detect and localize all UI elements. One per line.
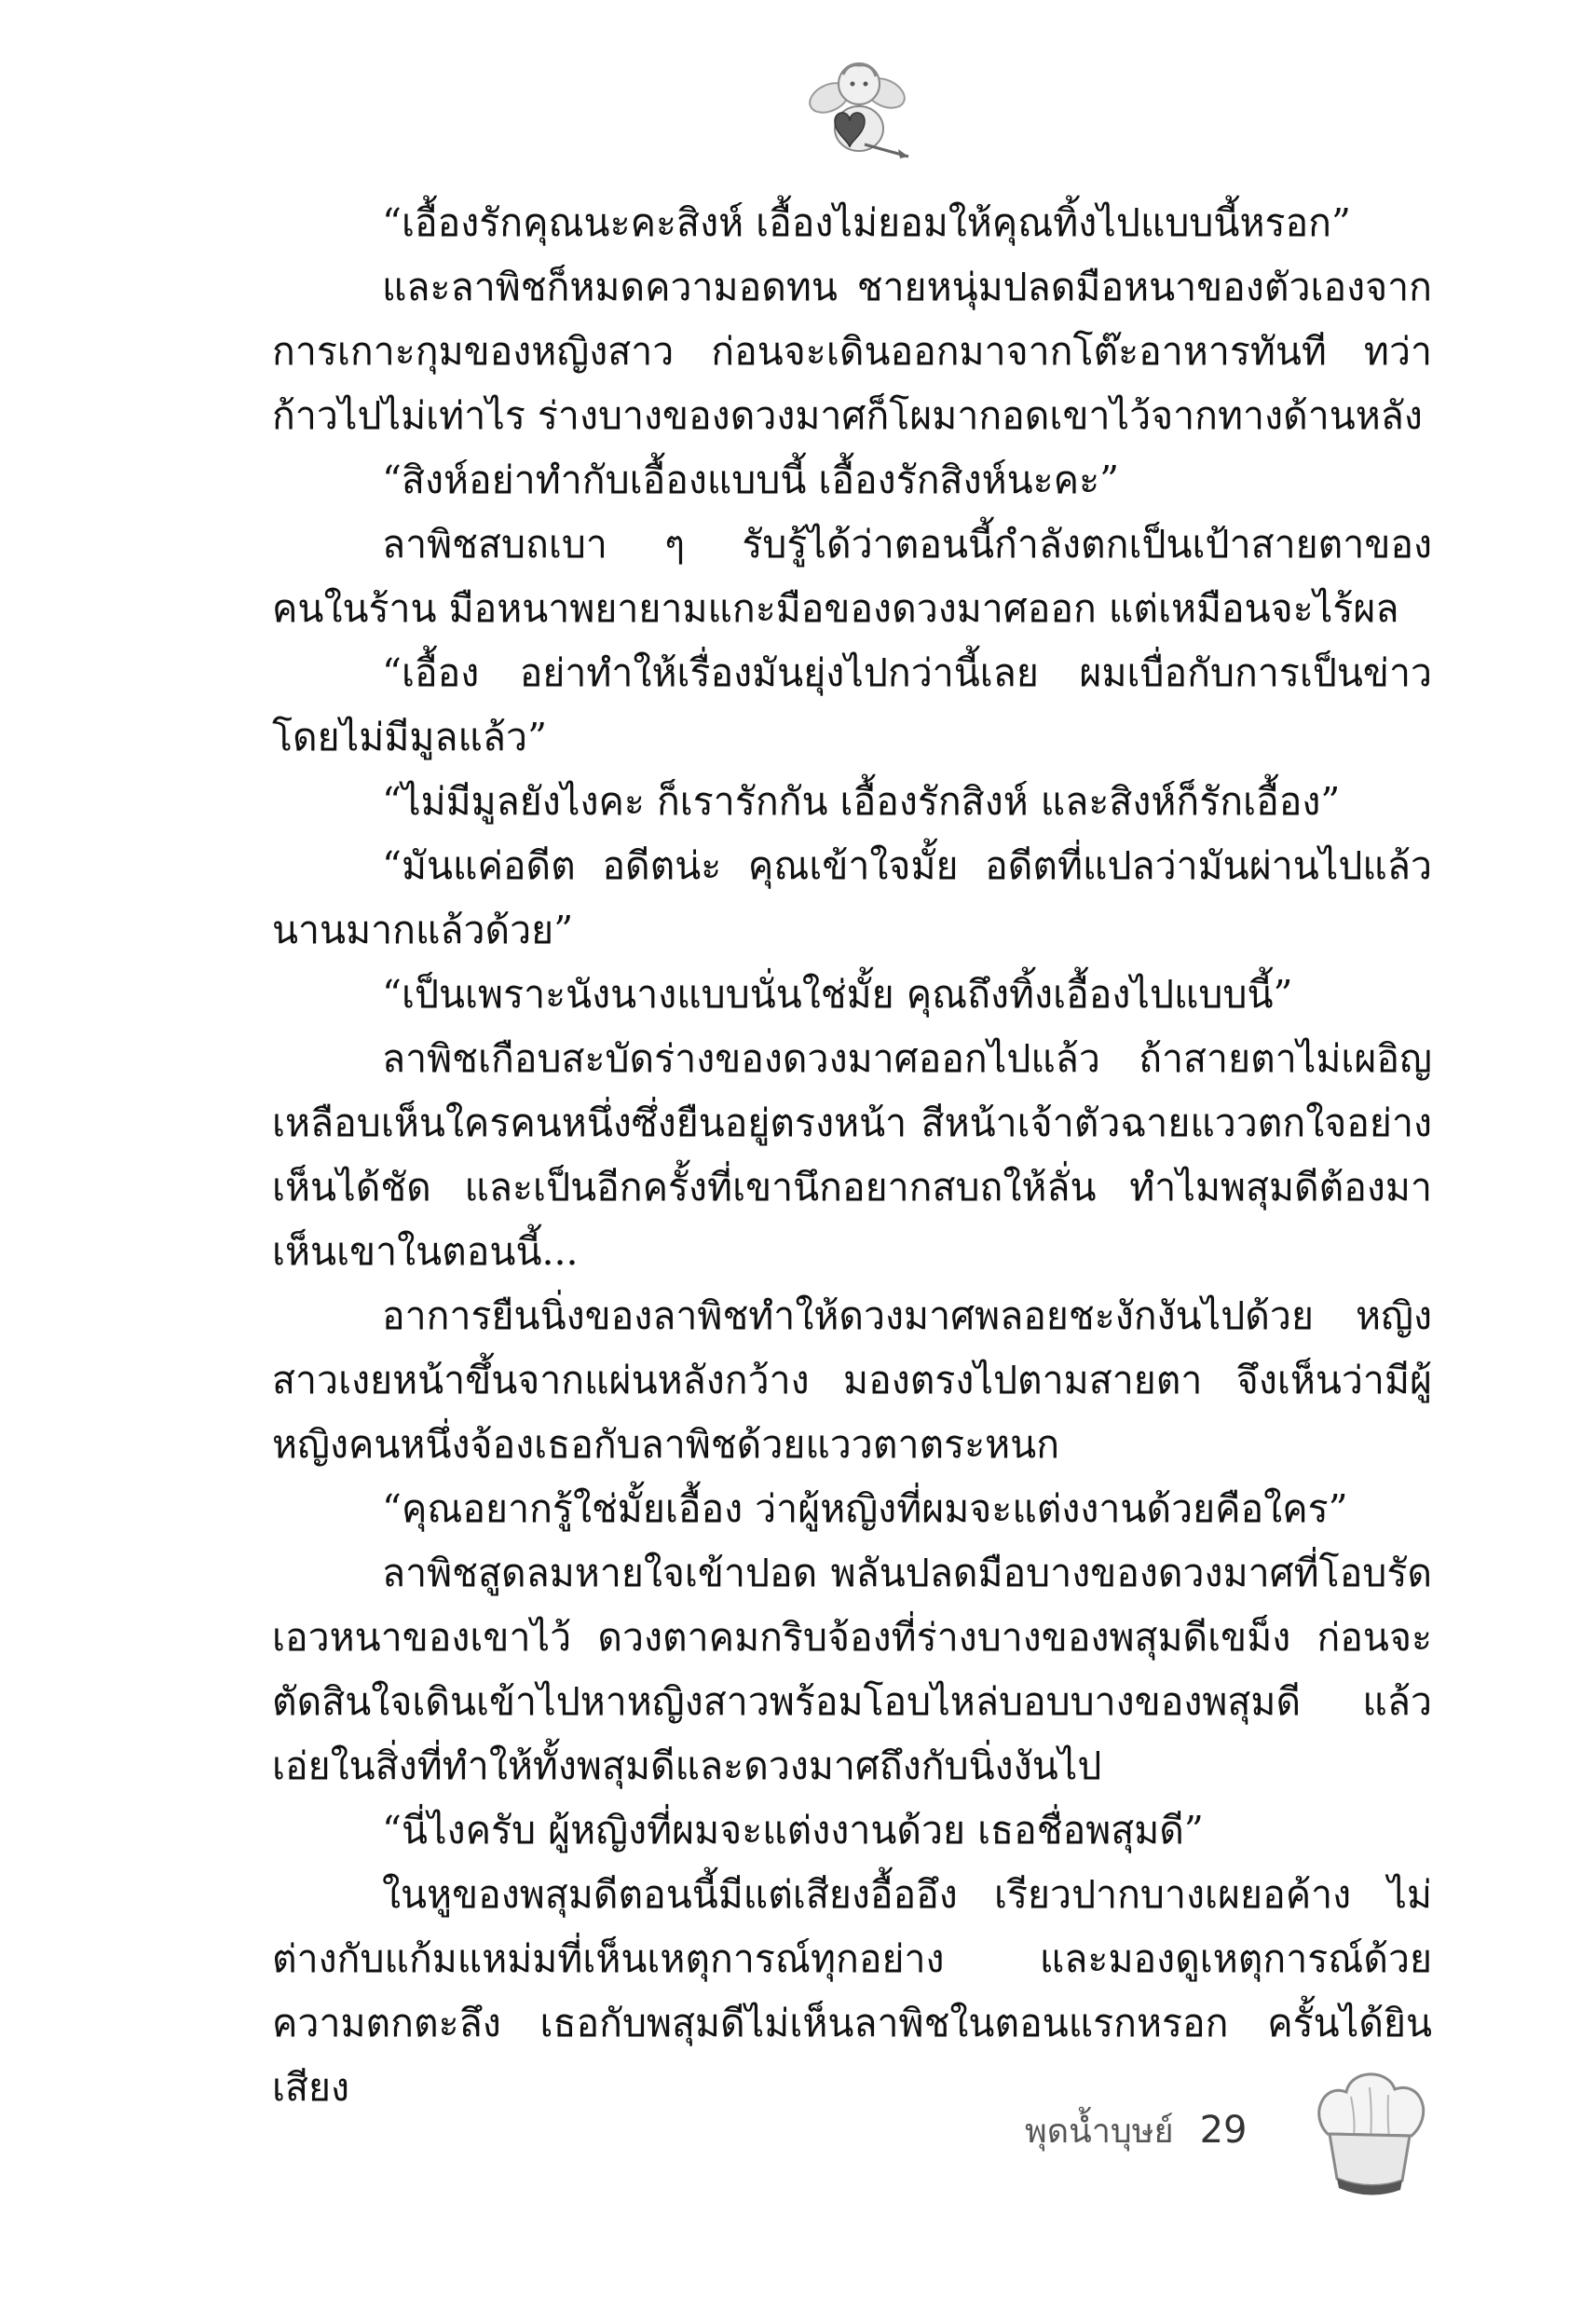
paragraph: “คุณอยากรู้ใช่มั้ยเอื้อง ว่าผู้หญิงที่ผมจะแต่งงานด้วยคือใคร” xyxy=(382,1486,1348,1531)
author-name: พุดน้ำบุษย์ xyxy=(1025,2113,1174,2151)
page-footer xyxy=(1025,2104,1248,2160)
paragraph: “มันแค่อดีต อดีตน่ะ คุณเข้าใจมั้ย อดีตที่แปลว่ามันผ่านไปแล้วนานมากแล้วด้วย” xyxy=(272,843,1432,952)
paragraph: ลาพิชสบถเบา ๆ รับรู้ได้ว่าตอนนี้กำลังตกเป็นเป้าสายตาของคนในร้าน มือหนาพยายามแกะมือของดวงมาศออก แต่เหมือนจะไร้ผล xyxy=(272,522,1432,631)
paragraph: และลาพิชก็หมดความอดทน ชายหนุ่มปลดมือหนาของตัวเองจากการเกาะกุมของหญิงสาว ก่อนจะเดินออกมาจากโต๊ะอาหารทันที ทว่าก้าวไปไม่เท่าไร ร่างบางของดวงมาศก็โผมากอดเขาไว้จากทางด้านหลัง xyxy=(272,265,1432,438)
page-number: 29 xyxy=(1199,2109,1248,2152)
chef-hat-icon xyxy=(1309,2069,1430,2199)
paragraph: “สิงห์อย่าทำกับเอื้องแบบนี้ เอื้องรักสิงห์นะคะ” xyxy=(382,458,1120,502)
paragraph: ในหูของพสุมดีตอนนี้มีแต่เสียงอื้ออึง เรียวปากบางเผยอค้าง ไม่ต่างกับแก้มแหม่มที่เห็นเหตุการณ์ทุกอย่าง และมองดูเหตุการณ์ด้วยความตกตะลึง เธอกับพสุมดีไม่เห็นลาพิชในตอนแรกหรอก ครั้นได้ยินเสียง xyxy=(272,1872,1432,2110)
story-text xyxy=(272,191,1432,2120)
paragraph: ลาพิชสูดลมหายใจเข้าปอด พลันปลดมือบางของดวงมาศที่โอบรัดเอวหนาของเขาไว้ ดวงตาคมกริบจ้องที่ร่างบางของพสุมดีเขม็ง ก่อนจะตัดสินใจเดินเข้าไปหาหญิงสาวพร้อมโอบไหล่บอบบางของพสุมดี แล้วเอ่ยในสิ่งที่ทำให้ทั้งพสุมดีและดวงมาศถึงกับนิ่งงันไป xyxy=(272,1551,1432,1788)
paragraph: “เป็นเพราะนังนางแบบนั่นใช่มั้ย คุณถึงทิ้งเอื้องไปแบบนี้” xyxy=(382,972,1293,1017)
paragraph: อาการยืนนิ่งของลาพิชทำให้ดวงมาศพลอยชะงักงันไปด้วย หญิงสาวเงยหน้าขึ้นจากแผ่นหลังกว้าง มองตรงไปตามสายตา จึงเห็นว่ามีผู้หญิงคนหนึ่งจ้องเธอกับลาพิชด้วยแววตาตระหนก xyxy=(272,1293,1432,1467)
cupid-with-heart-icon xyxy=(792,56,922,163)
paragraph: ลาพิชเกือบสะบัดร่างของดวงมาศออกไปแล้ว ถ้าสายตาไม่เผอิญเหลือบเห็นใครคนหนึ่งซึ่งยืนอยู่ตรงหน้า สีหน้าเจ้าตัวฉายแววตกใจอย่างเห็นได้ชัด และเป็นอีกครั้งที่เขานึกอยากสบถให้ลั่น ทำไมพสุมดีต้องมาเห็นเขาในตอนนี้... xyxy=(272,1036,1432,1274)
paragraph: “เอื้องรักคุณนะคะสิงห์ เอื้องไม่ยอมให้คุณทิ้งไปแบบนี้หรอก” xyxy=(382,200,1351,245)
paragraph: “เอื้อง อย่าทำให้เรื่องมันยุ่งไปกว่านี้เลย ผมเบื่อกับการเป็นข่าวโดยไม่มีมูลแล้ว” xyxy=(272,650,1432,759)
paragraph: “นี่ไงครับ ผู้หญิงที่ผมจะแต่งงานด้วย เธอชื่อพสุมดี” xyxy=(382,1808,1204,1853)
paragraph: “ไม่มีมูลยังไงคะ ก็เรารักกัน เอื้องรักสิงห์ และสิงห์ก็รักเอื้อง” xyxy=(382,779,1341,824)
